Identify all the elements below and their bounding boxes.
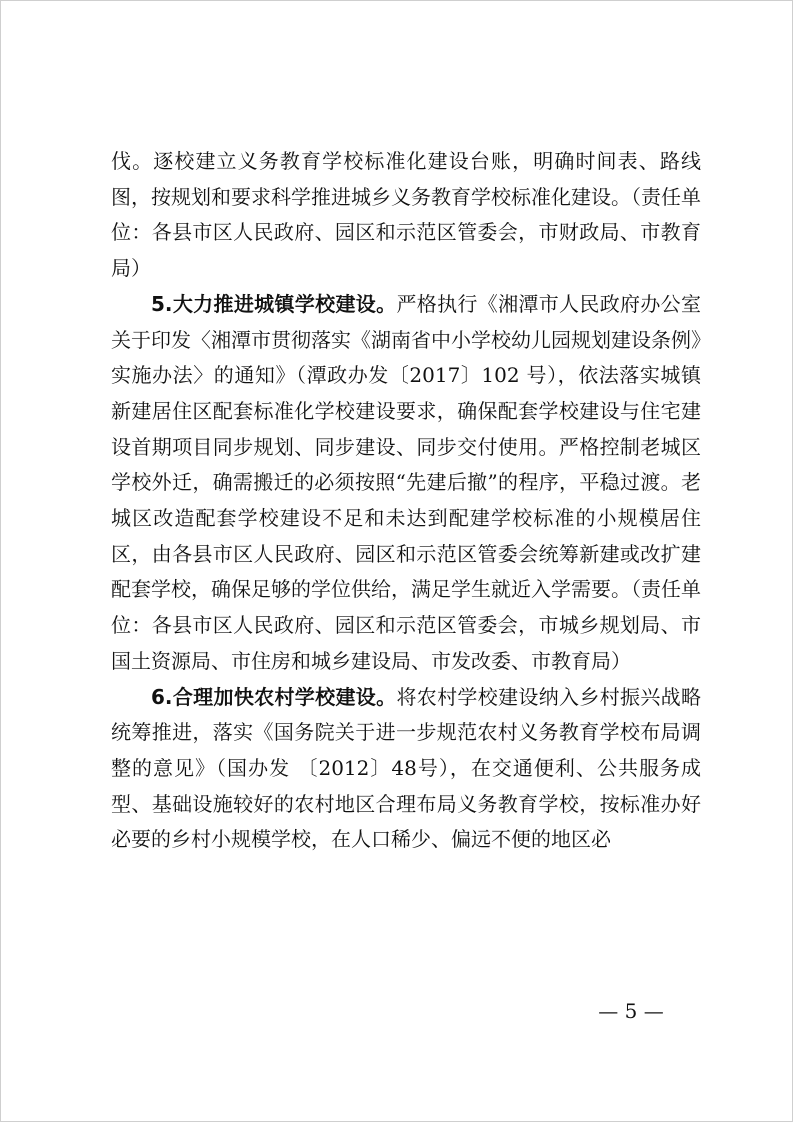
paragraph-urban-schools — [111, 287, 701, 680]
paragraph-text: 将农村学校建设纳入乡村振兴战略统筹推进，落实《国务院关于进一步规范农村义务教育学校布局调整的意见》（国办发 〔2012〕48号），在交通便利、公共服务成型、基础设施较好的农村地区合理布局义务教育学校，按标准办好必要的乡村小规模学校，在人口稀少、偏远不便的地区必 — [111, 684, 702, 852]
paragraph-rural-schools — [111, 680, 701, 859]
paragraph-heading: 5.大力推进城镇学校建设。 — [151, 291, 397, 316]
paragraph-heading: 6.合理加快农村学校建设。 — [151, 684, 397, 709]
paragraph-text: 严格执行《湘潭市人民政府办公室关于印发〈湘潭市贯彻落实《湖南省中小学校幼儿园规划建设条例》实施办法〉的通知》（潭政办发〔2017〕102 号），依法落实城镇新建居住区配套标准化学校建设要求，确保配套学校建设与住宅建设首期项目同步规划、同步建设、同步交付使用。严格控制老城区学校外迁，确需搬迁的必须按照“先建后撤”的程序，平稳过渡。老城区改造配套学校建设不足和未达到配建学校标准的小规模居住区，由各县市区人民政府、园区和示范区管委会统筹新建或改扩建配套学校，确保足够的学位供给，满足学生就近入学需要。（责任单位：各县市区人民政府、园区和示范区管委会，市城乡规划局、市国土资源局、市住房和城乡建设局、市发改委、市教育局） — [111, 291, 702, 673]
paragraph-continuation — [111, 144, 701, 287]
document-body — [111, 144, 701, 858]
page-number: — 5 — — [598, 999, 664, 1023]
paragraph-text: 伐。逐校建立义务教育学校标准化建设台账，明确时间表、路线图，按规划和要求科学推进城乡义务教育学校标准化建设。（责任单位：各县市区人民政府、园区和示范区管委会，市财政局、市教育局） — [111, 149, 701, 281]
